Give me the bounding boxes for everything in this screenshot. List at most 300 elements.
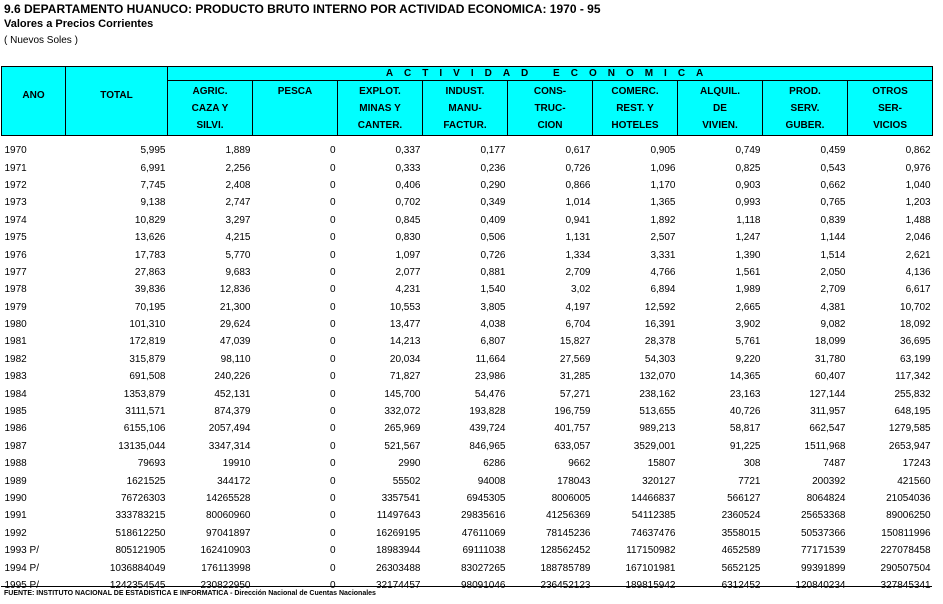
table-row: [2, 281, 933, 298]
year-cell: 1991: [4, 510, 27, 522]
column-header-line: INDUST.: [445, 86, 485, 97]
activity-column-header: [593, 81, 678, 136]
value-cell: 238,162: [639, 388, 676, 400]
value-cell: 18,092: [900, 319, 931, 331]
value-cell: 452,131: [214, 388, 251, 400]
year-cell: 1971: [4, 162, 27, 174]
value-cell: 0,839: [820, 214, 846, 226]
value-cell: 0,337: [395, 145, 421, 157]
total-cell: 1621525: [126, 475, 166, 487]
value-cell: 2,507: [650, 232, 676, 244]
value-cell: 1,561: [735, 266, 761, 278]
column-header-line: FACTUR.: [443, 120, 487, 131]
total-column-header: TOTAL: [66, 67, 168, 136]
year-column-header: ANO: [2, 67, 66, 136]
activity-column-header: [763, 81, 848, 136]
value-cell: 0: [329, 388, 336, 400]
total-cell: 805121905: [115, 545, 166, 557]
value-cell: 0,903: [735, 179, 761, 191]
activity-column-header: [423, 81, 508, 136]
total-cell: 691,508: [129, 371, 166, 383]
value-cell: 193,828: [469, 406, 506, 418]
total-cell: 9,138: [140, 197, 166, 209]
year-cell: 1976: [4, 249, 27, 261]
value-cell: 0: [329, 232, 336, 244]
value-cell: 0: [329, 266, 336, 278]
value-cell: 0: [329, 145, 336, 157]
value-cell: 0: [329, 301, 336, 313]
value-cell: 4,038: [480, 319, 506, 331]
total-cell: 13135,044: [118, 440, 166, 452]
activity-column-header: [848, 81, 933, 136]
value-cell: 3529,001: [633, 440, 676, 452]
value-cell: 54112385: [631, 510, 676, 522]
table-row: [2, 194, 933, 211]
value-cell: 4,136: [905, 266, 931, 278]
value-cell: 1,247: [735, 232, 761, 244]
activity-group-header: ACTIVIDAD ECONOMICA: [168, 67, 933, 81]
value-cell: 0,726: [480, 249, 506, 261]
value-cell: 9,082: [820, 319, 846, 331]
value-cell: 11,664: [475, 353, 506, 365]
value-cell: 19910: [222, 458, 251, 470]
table-row: [2, 385, 933, 402]
year-cell: 1994 P/: [4, 562, 39, 574]
value-cell: 2,709: [820, 284, 846, 296]
column-header-line: CAZA Y: [191, 103, 229, 114]
value-cell: 0: [329, 545, 336, 557]
value-cell: 6,894: [650, 284, 676, 296]
value-cell: 1,040: [905, 179, 931, 191]
value-cell: 6,704: [565, 319, 591, 331]
value-cell: 2,747: [225, 197, 251, 209]
value-cell: 1,514: [820, 249, 846, 261]
value-cell: 0,333: [395, 162, 421, 174]
table-row: [2, 455, 933, 472]
column-header-line: PESCA: [277, 86, 313, 97]
value-cell: 26303488: [376, 562, 421, 574]
value-cell: 1,892: [650, 214, 676, 226]
value-cell: 69111038: [462, 545, 506, 557]
value-cell: 1,097: [395, 249, 421, 261]
total-cell: 101,310: [129, 319, 166, 331]
value-cell: 4,766: [650, 266, 676, 278]
value-cell: 1,488: [905, 214, 931, 226]
value-cell: 0: [329, 162, 336, 174]
total-cell: 1353,879: [123, 388, 166, 400]
table-row: [2, 333, 933, 350]
column-header-line: SER-: [878, 103, 902, 114]
value-cell: 3357541: [381, 493, 421, 504]
value-cell: 189815942: [625, 579, 676, 591]
table-row: [2, 403, 933, 420]
value-cell: 50537366: [801, 527, 846, 539]
table-row: [2, 559, 933, 576]
year-cell: 1988: [4, 458, 27, 470]
table-row: [2, 368, 933, 385]
year-cell: 1970: [4, 145, 27, 157]
value-cell: 421560: [897, 475, 931, 487]
column-header-line: DE: [713, 103, 727, 114]
value-cell: 14466837: [631, 493, 676, 504]
column-header-line: EXPLOT.: [359, 86, 401, 97]
table-row: [2, 229, 933, 246]
activity-column-header: [168, 81, 253, 136]
value-cell: 290507504: [880, 562, 931, 574]
value-cell: 0,617: [565, 145, 591, 157]
column-header-line: VICIOS: [873, 120, 907, 131]
total-cell: 1242354545: [109, 579, 166, 591]
column-header-line: MANU-: [448, 103, 482, 114]
table-row: [2, 177, 933, 194]
value-cell: 0,406: [395, 179, 421, 191]
value-cell: 4,381: [820, 301, 846, 313]
year-cell: 1995 P/: [4, 579, 39, 591]
value-cell: 71,827: [389, 371, 421, 383]
value-cell: 8006005: [551, 493, 591, 504]
value-cell: 12,836: [219, 284, 251, 296]
total-cell: 5,995: [140, 145, 166, 157]
value-cell: 1,390: [735, 249, 761, 261]
total-cell: 27,863: [134, 266, 166, 278]
value-cell: 31,285: [559, 371, 591, 383]
value-cell: 6,617: [905, 284, 931, 296]
value-cell: 12,592: [644, 301, 676, 313]
year-cell: 1992: [4, 527, 27, 539]
value-cell: 0,905: [650, 145, 676, 157]
column-header-line: ALQUIL.: [700, 86, 740, 97]
value-cell: 188785789: [540, 562, 591, 574]
value-cell: 14265528: [206, 493, 251, 504]
value-cell: 178043: [557, 475, 591, 487]
value-cell: 28,378: [644, 336, 676, 348]
value-cell: 0,290: [480, 179, 506, 191]
value-cell: 60,407: [814, 371, 846, 383]
total-cell: 17,783: [134, 249, 166, 261]
column-header-line: CANTER.: [357, 120, 403, 131]
value-cell: 16269195: [376, 527, 421, 539]
value-cell: 7487: [823, 458, 846, 470]
value-cell: 0,506: [480, 232, 506, 244]
value-cell: 566127: [727, 493, 761, 504]
table-row: [2, 264, 933, 281]
value-cell: 1,889: [225, 145, 251, 157]
table-row: [2, 438, 933, 455]
value-cell: 2057,494: [208, 423, 251, 435]
column-header-line: TRUC-: [534, 103, 566, 114]
value-cell: 0: [329, 319, 336, 331]
value-cell: 98,110: [220, 353, 251, 365]
table-row: [2, 490, 933, 507]
value-cell: 5,770: [225, 249, 251, 261]
table-body: [2, 136, 933, 595]
value-cell: 0: [329, 510, 336, 522]
value-cell: 0,941: [565, 214, 591, 226]
value-cell: 0,830: [395, 232, 421, 244]
value-cell: 0,866: [565, 179, 591, 191]
total-cell: 39,836: [134, 284, 166, 296]
value-cell: 117150982: [626, 545, 676, 557]
value-cell: 20,034: [389, 353, 421, 365]
total-cell: 10,829: [134, 214, 166, 226]
value-cell: 2653,947: [888, 440, 931, 452]
value-cell: 8064824: [806, 493, 846, 504]
value-cell: 2990: [398, 458, 421, 470]
value-cell: 0,825: [735, 162, 761, 174]
value-cell: 320127: [642, 475, 676, 487]
value-cell: 145,700: [384, 388, 421, 400]
value-cell: 3,805: [480, 301, 506, 313]
column-header-line: PROD.: [789, 86, 821, 97]
value-cell: 0: [329, 249, 336, 261]
table-row: [2, 246, 933, 263]
value-cell: 4,231: [395, 284, 421, 296]
value-cell: 78145236: [546, 527, 591, 539]
value-cell: 54,303: [644, 353, 676, 365]
page-title: 9.6 DEPARTAMENTO HUANUCO: PRODUCTO BRUTO INTERNO POR ACTIVIDAD ECONOMICA: 1970 - 95: [4, 2, 601, 16]
value-cell: 311,957: [810, 406, 846, 418]
value-cell: 0: [329, 493, 336, 504]
value-cell: 6945305: [466, 493, 506, 504]
value-cell: 0,993: [735, 197, 761, 209]
activity-column-header: [338, 81, 423, 136]
value-cell: 99391899: [801, 562, 846, 574]
year-cell: 1977: [4, 266, 27, 278]
value-cell: 2,665: [735, 301, 761, 313]
value-cell: 332,072: [384, 406, 421, 418]
total-cell: 315,879: [129, 353, 166, 365]
value-cell: 3347,314: [208, 440, 251, 452]
year-cell: 1985: [4, 406, 27, 418]
value-cell: 3,331: [650, 249, 676, 261]
value-cell: 9,683: [225, 266, 251, 278]
activity-column-header: [678, 81, 763, 136]
column-header-line: GUBER.: [785, 120, 825, 131]
value-cell: 47611069: [461, 527, 506, 539]
value-cell: 2,256: [225, 162, 251, 174]
value-cell: 4,197: [565, 301, 591, 313]
total-cell: 70,195: [134, 301, 166, 313]
value-cell: 17243: [902, 458, 931, 470]
table-row: [2, 316, 933, 333]
value-cell: 36,695: [900, 336, 931, 348]
value-cell: 89006250: [886, 510, 931, 522]
value-cell: 0,702: [395, 197, 421, 209]
total-cell: 3111,571: [125, 406, 166, 418]
value-cell: 21,300: [219, 301, 251, 313]
value-cell: 54,476: [474, 388, 506, 400]
value-cell: 0,543: [820, 162, 846, 174]
value-cell: 1,131: [565, 232, 591, 244]
value-cell: 3,297: [225, 214, 251, 226]
table-row: [2, 525, 933, 542]
total-cell: 76726303: [121, 493, 166, 504]
value-cell: 6312452: [721, 579, 761, 591]
value-cell: 401,757: [554, 423, 591, 435]
value-cell: 176113998: [201, 562, 251, 574]
value-cell: 63,199: [900, 353, 931, 365]
value-cell: 0,409: [480, 214, 506, 226]
year-cell: 1989: [4, 475, 27, 487]
value-cell: 0,349: [480, 197, 506, 209]
value-cell: 94008: [477, 475, 506, 487]
total-cell: 333783215: [115, 510, 166, 522]
total-cell: 13,626: [134, 232, 166, 244]
value-cell: 344172: [217, 475, 251, 487]
table-row: [2, 542, 933, 559]
value-cell: 0: [329, 458, 336, 470]
year-cell: 1983: [4, 371, 27, 383]
column-header-line: HOTELES: [611, 120, 659, 131]
year-cell: 1984: [4, 388, 27, 400]
value-cell: 0: [329, 423, 336, 435]
value-cell: 2360524: [721, 510, 761, 522]
value-cell: 230822950: [200, 579, 251, 591]
value-cell: 0: [329, 336, 336, 348]
table-row: [2, 299, 933, 316]
value-cell: 521,567: [384, 440, 421, 452]
value-cell: 16,391: [644, 319, 676, 331]
value-cell: 513,655: [639, 406, 676, 418]
value-cell: 1,365: [650, 197, 676, 209]
value-cell: 55502: [392, 475, 421, 487]
value-cell: 128562452: [540, 545, 591, 557]
value-cell: 14,365: [729, 371, 761, 383]
value-cell: 0,177: [480, 145, 506, 157]
year-cell: 1980: [4, 319, 27, 331]
value-cell: 1279,585: [888, 423, 931, 435]
column-header-line: REST. Y: [616, 103, 654, 114]
value-cell: 0: [329, 475, 336, 487]
value-cell: 6,807: [480, 336, 506, 348]
value-cell: 6286: [483, 458, 506, 470]
value-cell: 10,702: [900, 301, 931, 313]
value-cell: 29835616: [461, 510, 506, 522]
value-cell: 227078458: [880, 545, 931, 557]
value-cell: 0: [329, 562, 336, 574]
value-cell: 1,118: [736, 214, 761, 226]
value-cell: 18,099: [814, 336, 846, 348]
value-cell: 117,342: [895, 371, 931, 383]
value-cell: 0,236: [480, 162, 506, 174]
value-cell: 98091046: [461, 579, 506, 591]
value-cell: 3558015: [721, 527, 761, 539]
total-cell: 7,745: [140, 179, 166, 191]
table-row: [2, 472, 933, 489]
column-header-line: OTROS: [872, 86, 908, 97]
value-cell: 0: [329, 353, 336, 365]
value-cell: 11497643: [376, 510, 421, 522]
value-cell: 196,759: [554, 406, 591, 418]
value-cell: 0,862: [905, 145, 931, 157]
value-cell: 1,540: [480, 284, 506, 296]
value-cell: 25653368: [801, 510, 846, 522]
source-footnote: FUENTE: INSTITUTO NACIONAL DE ESTADISTICA E INFORMATICA - Dirección Nacional de Cuentas Nacionales: [4, 590, 376, 597]
value-cell: 120840234: [795, 579, 846, 591]
value-cell: 989,213: [639, 423, 676, 435]
value-cell: 91,225: [729, 440, 761, 452]
value-cell: 0: [329, 440, 336, 452]
value-cell: 0: [329, 197, 336, 209]
value-cell: 662,547: [809, 423, 846, 435]
value-cell: 41256369: [546, 510, 591, 522]
value-cell: 2,077: [395, 266, 421, 278]
column-header-line: AGRIC.: [192, 86, 228, 97]
value-cell: 1,096: [650, 162, 676, 174]
value-cell: 0: [329, 284, 336, 296]
total-cell: 79693: [137, 458, 166, 470]
value-cell: 0,845: [395, 214, 421, 226]
value-cell: 327845341: [880, 579, 931, 591]
value-cell: 255,832: [894, 388, 931, 400]
page-subtitle: Valores a Precios Corrientes: [4, 18, 154, 30]
value-cell: 1,014: [565, 197, 591, 209]
value-cell: 27,569: [559, 353, 591, 365]
value-cell: 57,271: [559, 388, 591, 400]
total-cell: 172,819: [129, 336, 166, 348]
value-cell: 5,761: [735, 336, 761, 348]
gdp-table: [1, 66, 933, 594]
value-cell: 439,724: [469, 423, 506, 435]
table-header: [2, 67, 933, 136]
value-cell: 21054036: [886, 493, 931, 504]
value-cell: 80060960: [206, 510, 251, 522]
value-cell: 0,662: [820, 179, 846, 191]
year-cell: 1975: [4, 232, 27, 244]
column-header-line: CION: [537, 120, 563, 131]
value-cell: 14,213: [389, 336, 421, 348]
value-cell: 32174457: [376, 579, 421, 591]
value-cell: 9662: [568, 458, 591, 470]
value-cell: 1,989: [735, 284, 761, 296]
value-cell: 18983944: [376, 545, 421, 557]
value-cell: 77171539: [801, 545, 846, 557]
value-cell: 127,144: [809, 388, 846, 400]
table-row: [2, 507, 933, 524]
value-cell: 1,144: [820, 232, 846, 244]
value-cell: 23,163: [729, 388, 761, 400]
activity-column-header: [253, 81, 338, 136]
column-header-line: CONS-: [533, 86, 567, 97]
total-cell: 6155,106: [123, 423, 166, 435]
value-cell: 3,902: [735, 319, 761, 331]
value-cell: 0,749: [735, 145, 761, 157]
year-cell: 1986: [4, 423, 27, 435]
value-cell: 2,621: [905, 249, 931, 261]
value-cell: 15,827: [559, 336, 591, 348]
value-cell: 47,039: [219, 336, 251, 348]
value-cell: 10,553: [389, 301, 421, 313]
value-cell: 308: [743, 458, 761, 470]
value-cell: 5652125: [721, 562, 761, 574]
value-cell: 31,780: [814, 353, 846, 365]
value-cell: 1,334: [565, 249, 591, 261]
value-cell: 167101981: [625, 562, 676, 574]
value-cell: 97041897: [206, 527, 251, 539]
value-cell: 150811996: [881, 527, 931, 539]
value-cell: 0,726: [565, 162, 591, 174]
column-header-line: VIVIEN.: [702, 120, 738, 131]
value-cell: 132,070: [639, 371, 676, 383]
year-cell: 1978: [4, 284, 27, 296]
value-cell: 4,215: [225, 232, 251, 244]
value-cell: 23,986: [474, 371, 506, 383]
value-cell: 0: [329, 371, 336, 383]
table-row: [2, 136, 933, 160]
value-cell: 4652589: [721, 545, 761, 557]
table-row: [2, 351, 933, 368]
value-cell: 2,408: [225, 179, 251, 191]
